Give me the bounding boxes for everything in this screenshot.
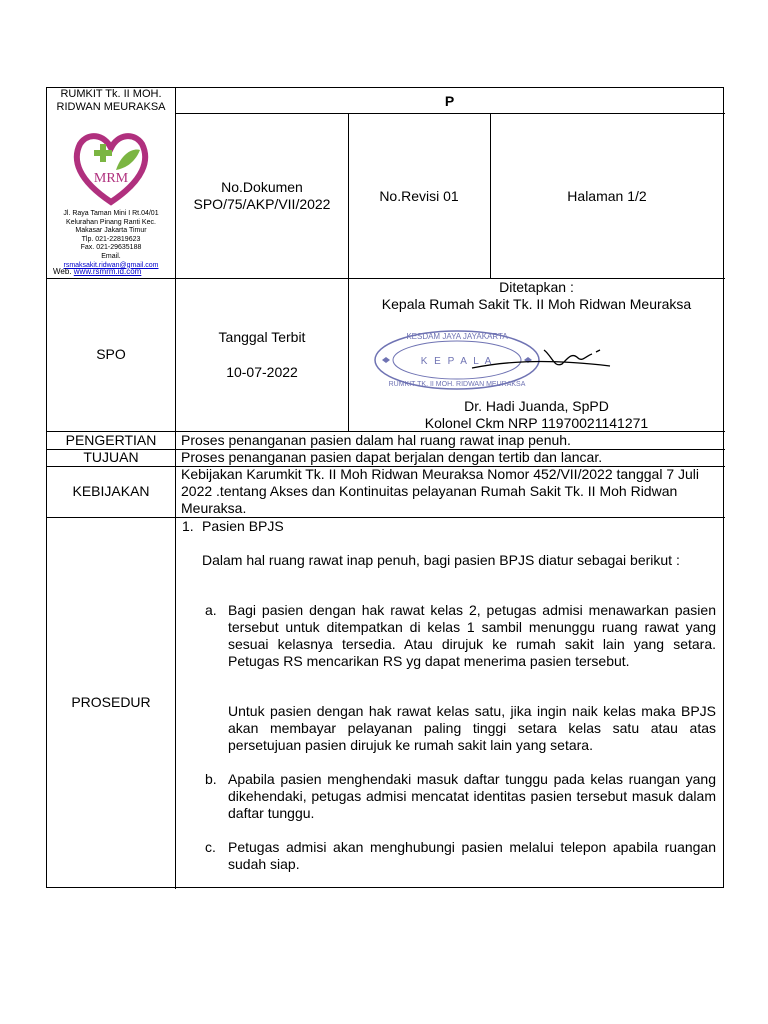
logo-text: MRM [93,171,129,186]
address-line: Kelurahan Pinang Ranti Kec. [66,218,156,226]
kebijakan-text: Kebijakan Karumkit Tk. II Moh Ridwan Meuraksa Nomor 452/VII/2022 tanggal 7 Juli 2022 .tentang Akses dan Kontinuitas pelayanan Rumah Sakit Tk. II Moh Ridwan Meuraksa. [181,466,699,516]
address-line: Tlp. 021-22819623 [81,235,141,243]
website-line [53,267,173,276]
kebijakan-label: KEBIJAKAN [72,483,150,499]
address-line: Fax. 021-29635188 [80,244,142,252]
address-line: Jl. Raya Taman Mini I Rt.04/01 [63,210,159,217]
document-title: P [444,93,455,109]
prosedur-intro: Dalam hal ruang rawat inap penuh, bagi pasien BPJS diatur sebagai berikut : [202,552,680,568]
web-label: Web. [53,267,72,276]
tujuan-text: Proses penanganan pasien dapat berjalan dengan tertib dan lancar. [181,449,603,465]
hospital-logo [70,130,152,206]
item-a-marker: a. [205,602,217,618]
prosedur-label: PROSEDUR [71,694,151,710]
spo-label: SPO [96,346,126,362]
no-revisi: No.Revisi 01 [379,188,459,204]
halaman: Halaman 1/2 [567,188,647,204]
item-1-marker: 1. [182,518,194,534]
signer-name: Dr. Hadi Juanda, SpPD [464,398,609,414]
ditetapkan-label: Ditetapkan : [499,279,574,295]
item-a-text-2: Untuk pasien dengan hak rawat kelas satu, jika ingin naik kelas maka BPJS akan membayar pelayanan paling tinggi setara kelas satu atau atas persetujuan pasien dirujuk ke rumah sakit lain yang setara. [228,703,716,753]
institution-name: RUMKIT Tk. II MOH. RIDWAN MEURAKSA [56,88,166,113]
item-c-text: Petugas admisi akan menghubungi pasien melalui telepon apabila ruangan sudah siap. [228,839,716,872]
email-link[interactable]: rsmaksakit.ridwan@gmail.com [63,261,159,269]
tanggal-terbit-label: Tanggal Terbit [218,329,306,345]
web-link[interactable]: www.rsmrm.id.com [73,267,142,276]
stamp-text-mid: K E P A L A [420,356,494,367]
item-a-text: Bagi pasien dengan hak rawat kelas 2, petugas admisi menawarkan pasien tersebut untuk ditempatkan di kelas 1 sambil menunggu ruang rawat yang sesuai kelasnya tersedia. Atau dirujuk ke rumah sakit lain yang setara. Petugas RS mencarikan RS yg dapat menerima pasien tersebut. [228,602,716,669]
official-stamp [372,328,622,392]
item-b-marker: b. [205,771,217,787]
item-b-text: Apabila pasien menghendaki masuk daftar tunggu pada kelas ruangan yang dikehendaki, petugas admisi mencatat identitas pasien tersebut masuk dalam daftar tunggu. [228,771,716,821]
item-c-marker: c. [205,839,216,855]
hospital-address [50,210,172,270]
tanggal-terbit-value: 10-07-2022 [226,364,298,380]
tujuan-label: TUJUAN [83,449,139,465]
stamp-text-bottom: RUMKIT TK. II MOH. RIDWAN MEURAKSA [388,381,526,388]
signer-rank: Kolonel Ckm NRP 11970021141271 [424,415,649,431]
address-line: Makasar Jakarta Timur [75,227,147,235]
pengertian-text: Proses penanganan pasien dalam hal ruang rawat inap penuh. [181,432,571,448]
stamp-text-top: KESDAM JAYA JAYAKARTA [406,332,508,341]
no-dokumen-label: No.Dokumen [221,179,303,195]
address-line: Email. [101,252,121,260]
pengertian-label: PENGERTIAN [65,432,157,448]
no-dokumen-value: SPO/75/AKP/VII/2022 [193,196,331,212]
jabatan-text: Kepala Rumah Sakit Tk. II Moh Ridwan Meuraksa [381,296,692,312]
item-1-title: Pasien BPJS [202,518,284,534]
